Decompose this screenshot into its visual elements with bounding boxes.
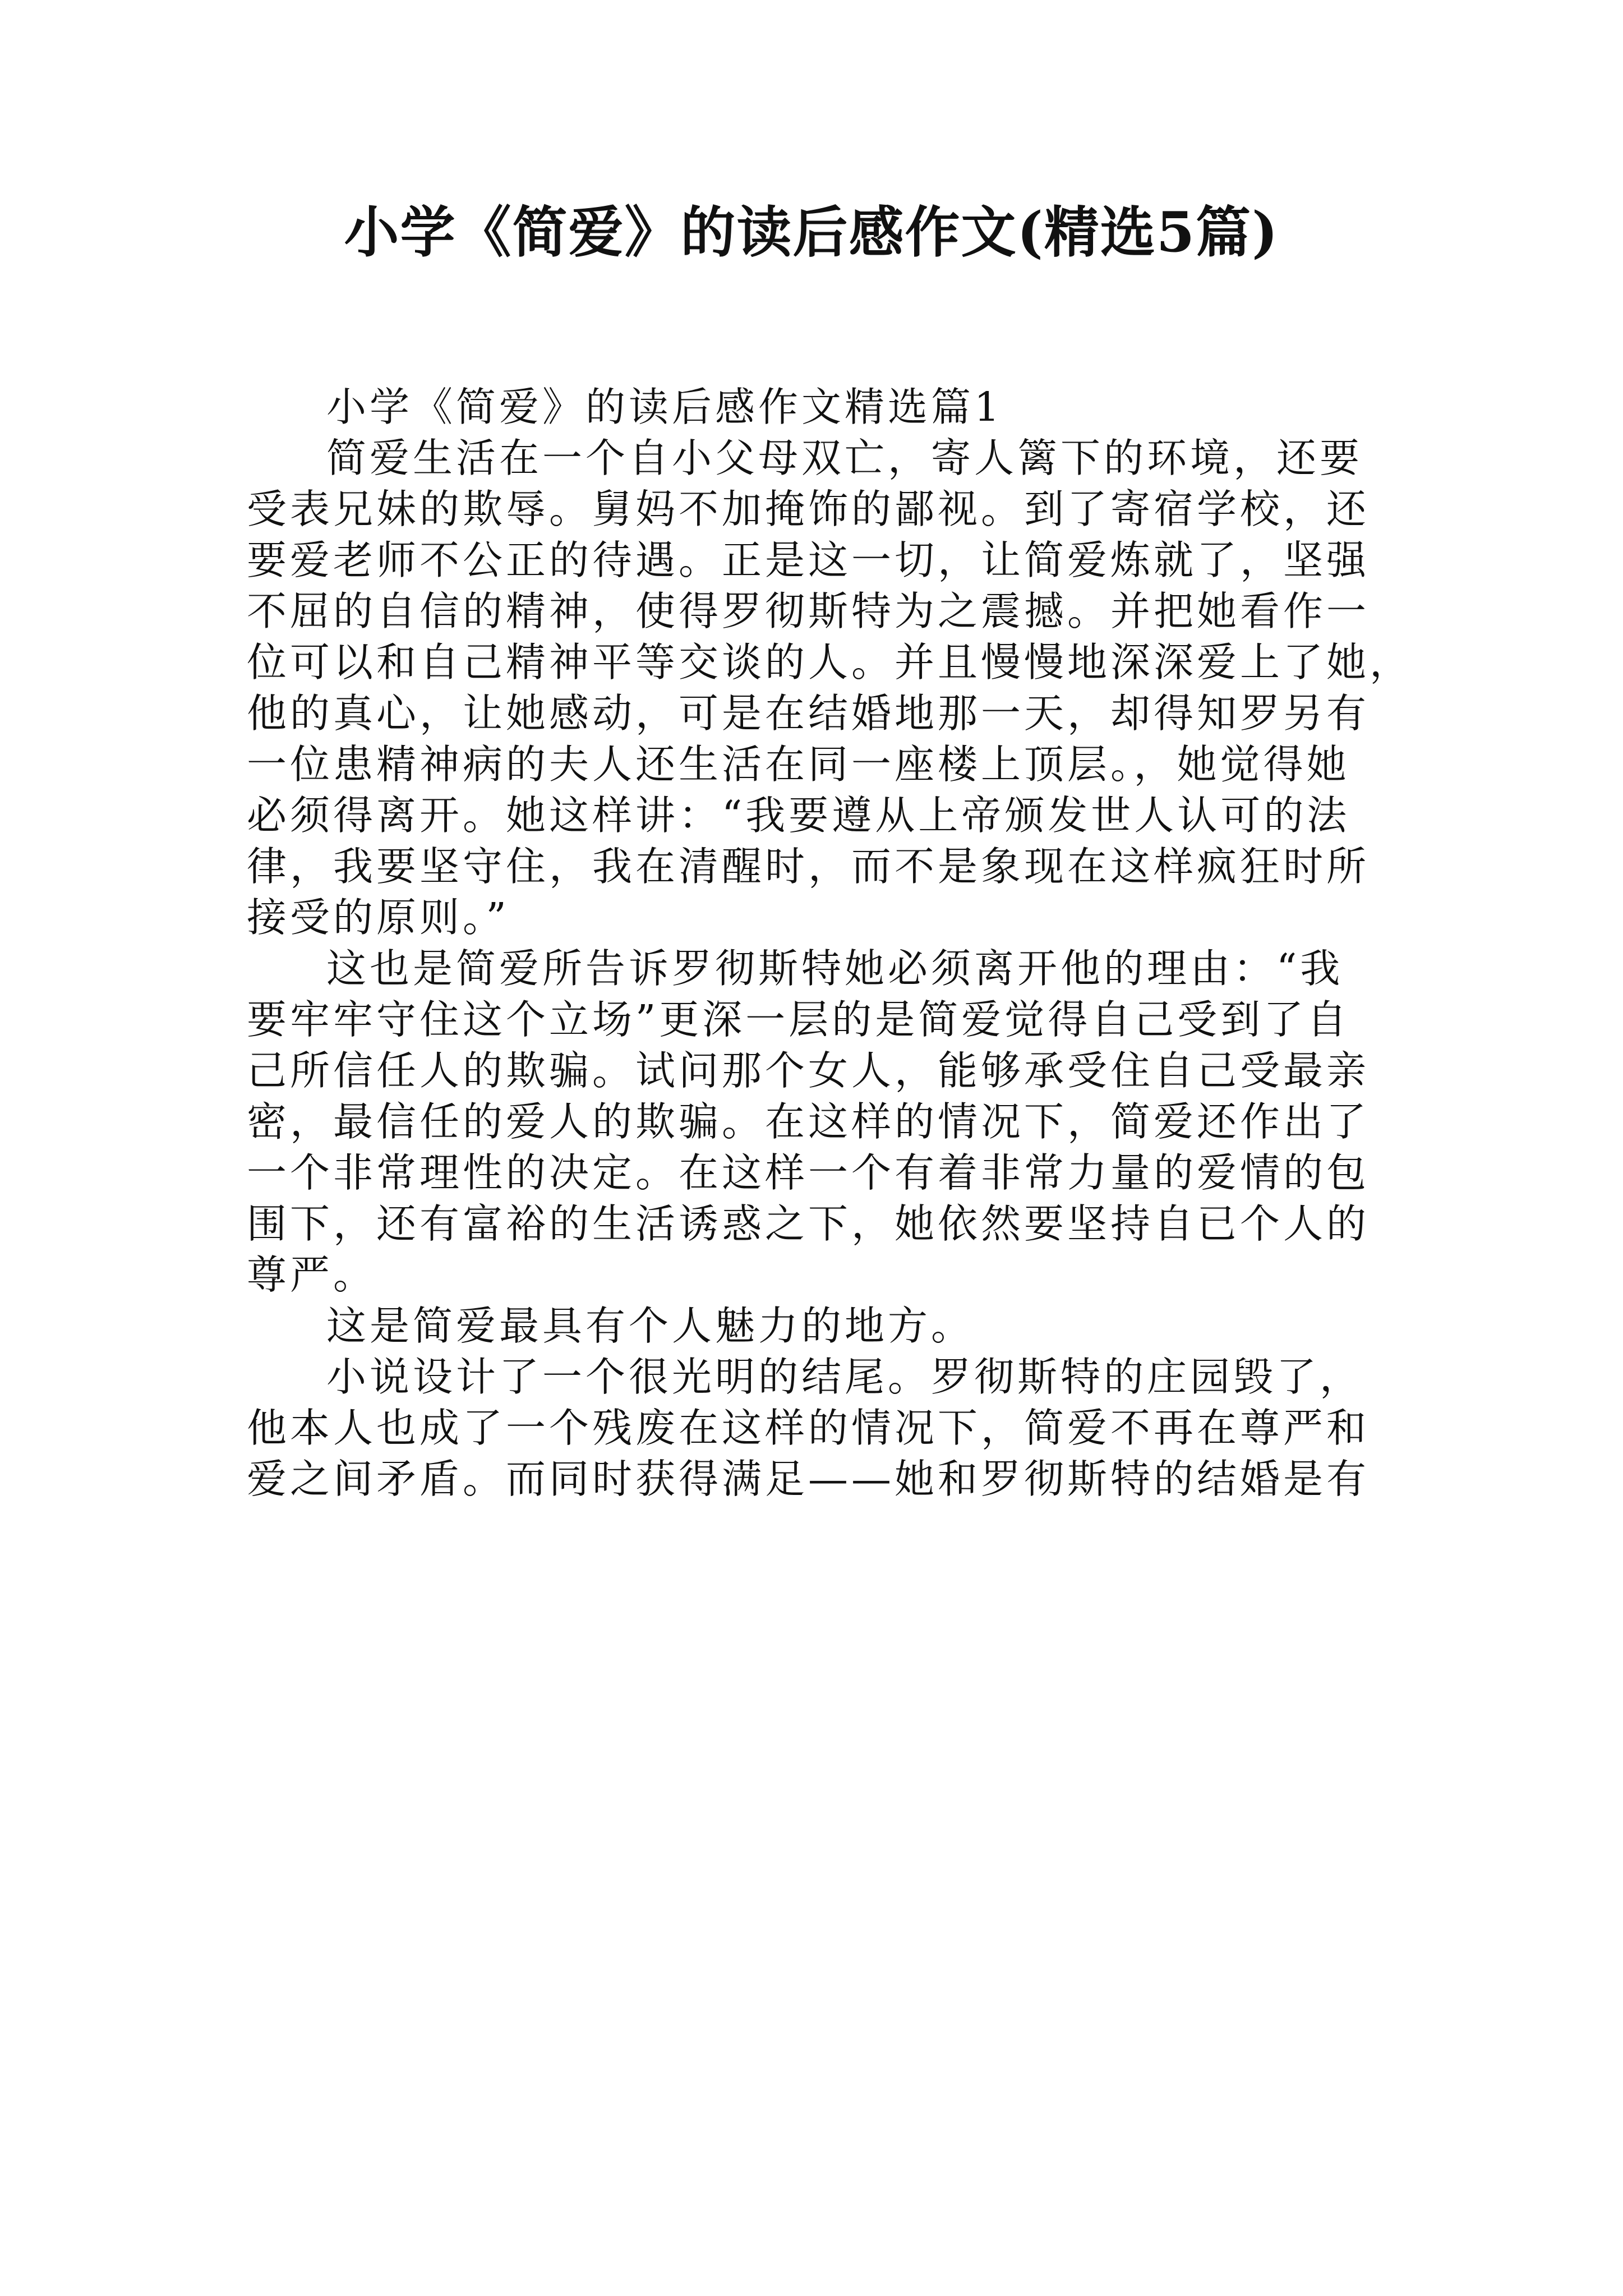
text-line: 一个非常理性的决定。在这样一个有着非常力量的爱情的包 xyxy=(247,1149,1370,1196)
paragraph xyxy=(247,432,1413,943)
text-line: 一位患精神病的夫人还生活在同一座楼上顶层。，她觉得她 xyxy=(247,741,1350,788)
text-line: 要爱老师不公正的待遇。正是这一切，让简爱炼就了，坚强 xyxy=(247,537,1370,583)
document-title: 小学《简爱》的读后感作文(精选5篇) xyxy=(344,200,1279,265)
text-line: 他本人也成了一个残废在这样的情况下，简爱不再在尊严和 xyxy=(247,1405,1370,1451)
text-line: 小说设计了一个很光明的结尾。罗彻斯特的庄园毁了， xyxy=(326,1354,1363,1400)
text-line: 律，我要坚守住，我在清醒时，而不是象现在这样疯狂时所 xyxy=(247,843,1370,890)
text-line: 围下，还有富裕的生活诱惑之下，她依然要坚持自已个人的 xyxy=(247,1200,1370,1247)
text-line: 接受的原则。” xyxy=(247,894,510,941)
paragraph xyxy=(247,1351,1385,1504)
text-line: 尊严。 xyxy=(247,1251,377,1298)
text-line: 位可以和自己精神平等交谈的人。并且慢慢地深深爱上了她， xyxy=(247,639,1413,685)
text-line: 密，最信任的爱人的欺骗。在这样的情况下，简爱还作出了 xyxy=(247,1098,1370,1145)
text-line: 这是简爱最具有个人魅力的地方。 xyxy=(326,1303,975,1349)
text-line: 爱之间矛盾。而同时获得满足——她和罗彻斯特的结婚是有 xyxy=(247,1456,1370,1502)
text-line: 要牢牢守住这个立场”更深一层的是简爱觉得自己受到了自 xyxy=(247,996,1350,1043)
paragraph xyxy=(247,1300,1385,1351)
text-line: 己所信任人的欺骗。试问那个女人，能够承受住自己受最亲 xyxy=(247,1047,1370,1094)
text-line: 这也是简爱所告诉罗彻斯特她必须离开他的理由：“我 xyxy=(326,945,1344,992)
text-line: 必须得离开。她这样讲：“我要遵从上帝颁发世人认可的法 xyxy=(247,792,1350,839)
paragraph xyxy=(247,943,1385,1300)
document-body xyxy=(247,381,1413,1504)
text-line: 简爱生活在一个自小父母双亡，寄人篱下的环境，还要 xyxy=(326,435,1363,481)
text-line: 小学《简爱》的读后感作文精选篇1 xyxy=(326,384,1003,430)
text-line: 不屈的自信的精神，使得罗彻斯特为之震撼。并把她看作一 xyxy=(247,588,1370,634)
text-line: 他的真心，让她感动，可是在结婚地那一天，却得知罗另有 xyxy=(247,690,1370,737)
text-line: 受表兄妹的欺辱。舅妈不加掩饰的鄙视。到了寄宿学校，还 xyxy=(247,486,1370,532)
paragraph-section-heading xyxy=(247,381,1385,432)
